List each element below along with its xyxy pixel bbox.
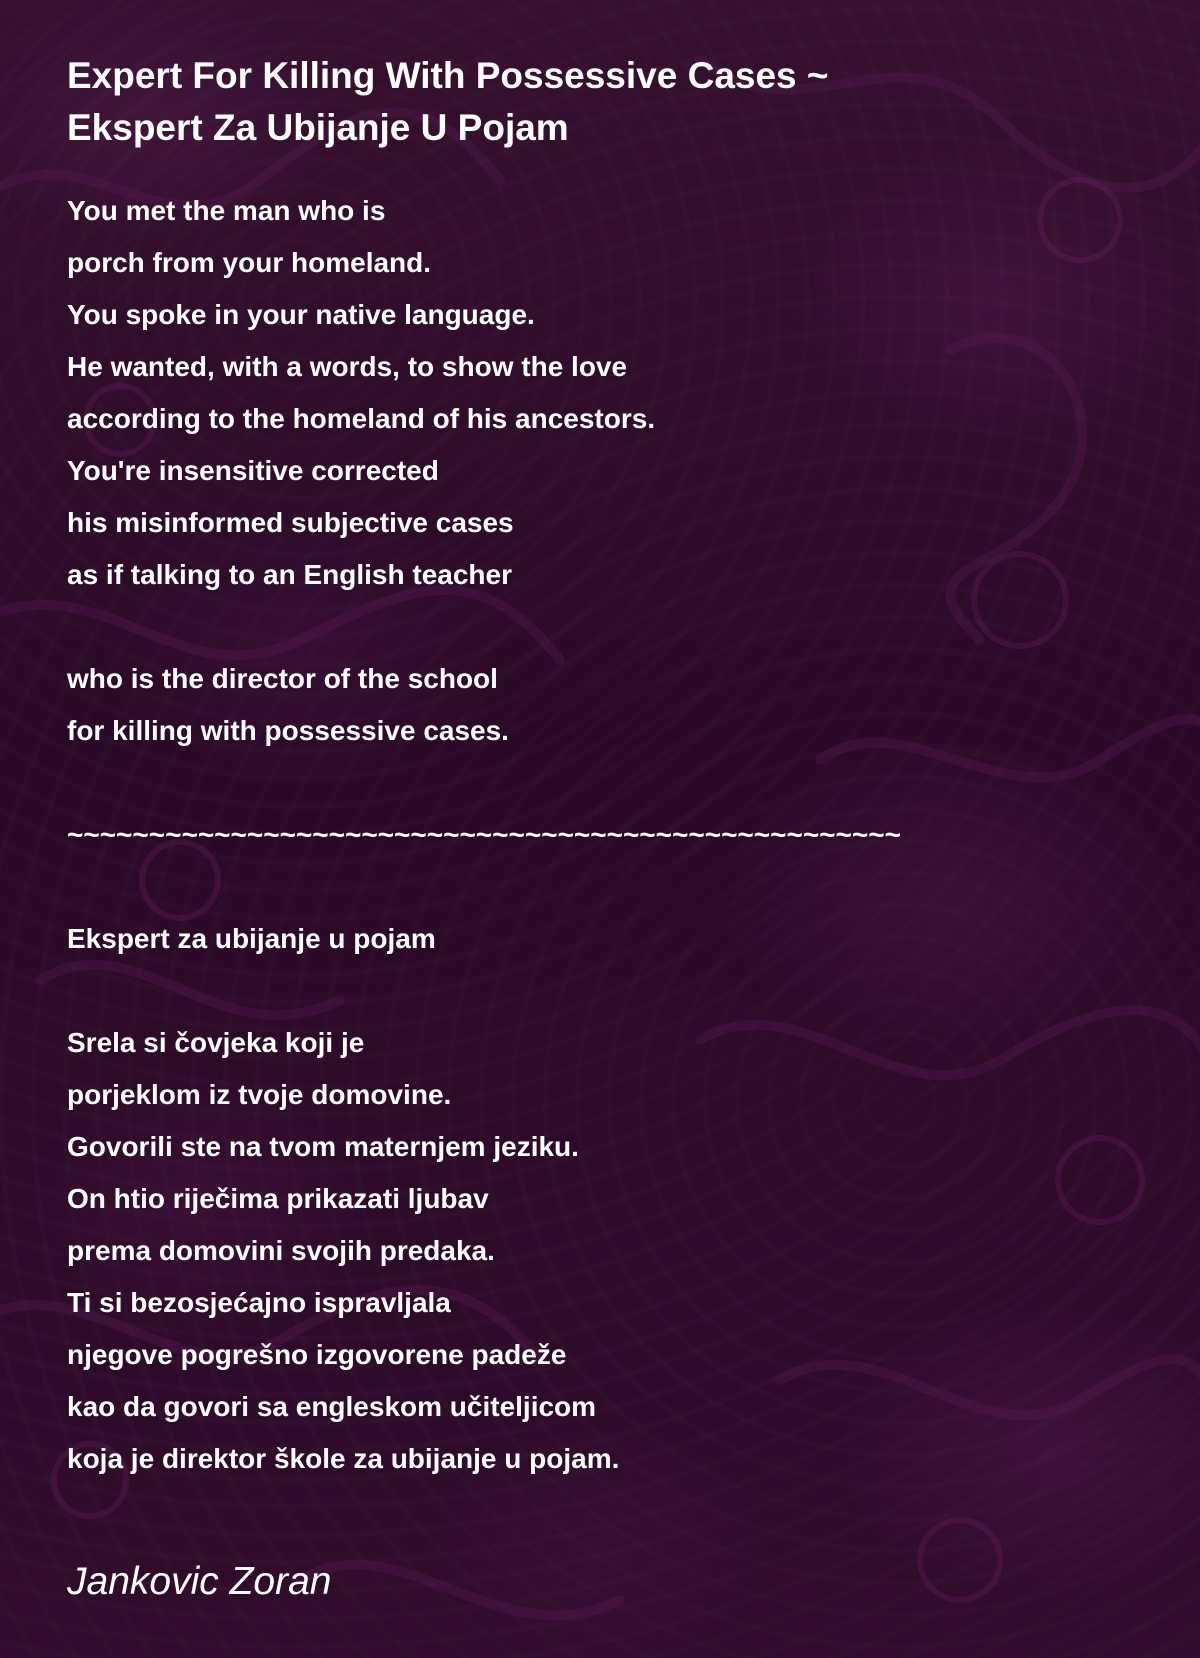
poem-line: porjeklom iz tvoje domovine. [67, 1079, 452, 1110]
poem-blank-line [67, 965, 1147, 1017]
poem-line: his misinformed subjective cases [67, 507, 514, 538]
poem-container [67, 50, 1147, 1485]
poem-line: who is the director of the school [67, 663, 498, 694]
poem-line: Srela si čovjeka koji je [67, 1027, 365, 1058]
poem-line: Ti si bezosjećajno ispravljala [67, 1287, 451, 1318]
poem-blank-line [67, 757, 1147, 809]
poem-title [67, 50, 1147, 154]
poem-line: You met the man who is [67, 195, 386, 226]
poem-line: You're insensitive corrected [67, 455, 439, 486]
poem-subtitle: Ekspert za ubijanje u pojam [67, 923, 436, 954]
poem-separator: ~~~~~~~~~~~~~~~~~~~~~~~~~~~~~~~~~~~~~~~~~~~~~~~~~~~ [67, 819, 901, 850]
poem-line: as if talking to an English teacher [67, 559, 512, 590]
poem-line: for killing with possessive cases. [67, 715, 509, 746]
poem-blank-line [67, 861, 1147, 913]
poem-line: kao da govori sa engleskom učiteljicom [67, 1391, 597, 1422]
poem-line: He wanted, with a words, to show the love [67, 351, 628, 382]
poem-blank-line [67, 601, 1147, 653]
poem-body [67, 185, 1147, 1485]
poem-line: prema domovini svojih predaka. [67, 1235, 495, 1266]
poem-author: Jankovic Zoran [67, 1560, 332, 1603]
poem-title-line-2: Ekspert Za Ubijanje U Pojam [67, 107, 569, 148]
poem-line: porch from your homeland. [67, 247, 432, 278]
poem-line: Govorili ste na tvom maternjem jeziku. [67, 1131, 579, 1162]
poem-line: according to the homeland of his ancestors. [67, 403, 656, 434]
poem-title-line-1: Expert For Killing With Possessive Cases ~ [67, 55, 829, 96]
poem-line: On htio riječima prikazati ljubav [67, 1183, 489, 1214]
poem-line: koja je direktor škole za ubijanje u pojam. [67, 1443, 620, 1474]
poem-line: njegove pogrešno izgovorene padeže [67, 1339, 567, 1370]
poem-line: You spoke in your native language. [67, 299, 535, 330]
